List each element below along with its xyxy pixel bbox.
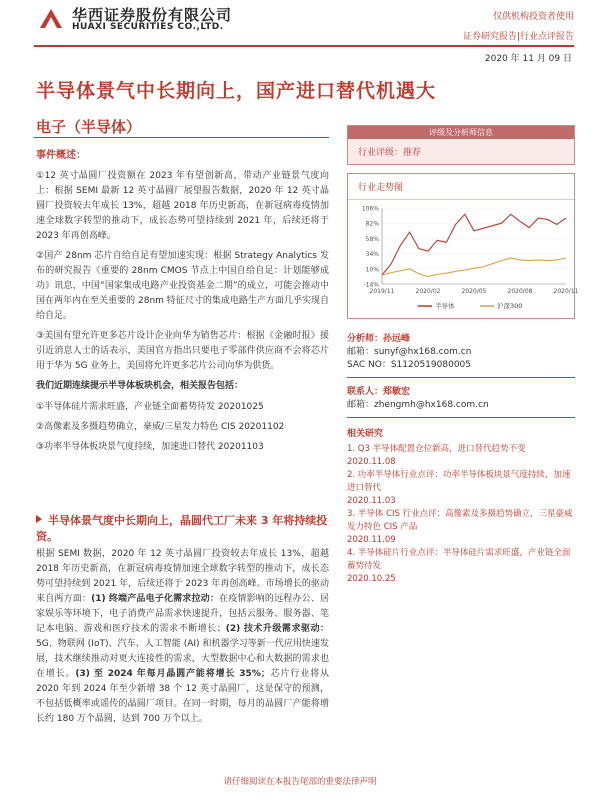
analyst-name: 分析师：孙远峰 — [347, 334, 411, 344]
trend-chart — [348, 200, 579, 318]
y-tick-label: 10% — [365, 266, 379, 274]
body-text: 根据 SEMI 数据，2020 年 12 英寸晶圆厂投资较去年成长 13%，超越 2018 年历史新高，在新冠病毒疫情加速全球数字转型的推动下，成长态势可望持续到 2021 年，后续还将于 2023 年再创高峰。 — [36, 549, 329, 589]
rating-box — [347, 125, 575, 165]
related-date: 2020.11.09 — [347, 535, 396, 545]
y-tick-label: 106% — [361, 205, 379, 213]
related-research-list — [347, 443, 575, 586]
company-name-en: HUAXI SECURITIES CO.,LTD. — [72, 22, 224, 32]
body-text: 5G、物联网 (IoT)、汽车、人工智能 (AI) 和机器学习等新一代应用快速发展，技术继续推动对更大连接性的需求，大型数据中心和大数据的需求也在增长。 — [36, 639, 329, 679]
x-tick-label: 2019/11 — [369, 288, 395, 295]
summary-label: 事件概述： — [36, 150, 86, 161]
body-highlight: (2) 技术升级需求驱动： — [225, 624, 329, 634]
summary-paragraph-1: ①12 英寸晶圆厂投资额在 2023 年有望创新高，带动产业链景气度向上：根据 SEMI 最新 12 英寸晶圆厂展望报告数据，2020 年 12 英寸晶圆厂投资较去年成长 13%，超越 2018 年历史新高，在新冠病毒疫情加速全球数字转型的推动下，成长态势可望持续到 2021 年，后续还将于 2023 年再创高峰。 — [36, 171, 329, 241]
y-tick-label: 58% — [365, 235, 379, 243]
analyst-sac: SAC NO：S1120519080005 — [347, 360, 471, 370]
y-tick-label: 82% — [365, 220, 379, 228]
related-item[interactable]: 2. 功率半导体行业点评：功率半导体板块景气度持续，加速进口替代 — [347, 470, 571, 493]
summary-paragraph-3: ③美国有望允许更多芯片设计企业向华为销售芯片：根据《金融时报》援引近消息人士的话表示，美国官方指出只要电子零部件供应商不会将芯片用于华为 5G 业务上，美国将允许更多芯片公司向华为供货。 — [36, 331, 329, 371]
header-divider — [34, 45, 574, 47]
report-type: 证券研究报告|行业点评报告 — [462, 32, 574, 42]
related-item[interactable]: 1. Q3 半导体配置仓位新高，进口替代趋势不变 — [347, 444, 526, 454]
contact-name: 联系人：郑敏宏 — [347, 387, 411, 397]
body-highlight: (1) 终端产品电子化需求拉动： — [91, 594, 220, 604]
report-date: 2020 年 11 月 09 日 — [484, 54, 572, 64]
company-name-cn: 华西证券股份有限公司 — [72, 6, 233, 24]
x-tick-label: 2020/08 — [507, 288, 533, 295]
analyst-block — [347, 333, 575, 418]
analyst-divider — [347, 377, 575, 378]
sidebar — [347, 125, 579, 586]
related-date: 2020.11.08 — [347, 457, 396, 467]
rating-header: 评级及分析师信息 — [348, 126, 574, 139]
body-text: 芯片行业将从 2020 年到 2024 年至少新增 38 个 12 英寸晶圆厂，这是保守的预测，不包括低概率或谣传的晶圆厂项目。在同一时期，每月的晶圆厂产能将增长约 180 万个晶圆，达到 700 万个以上。 — [36, 669, 329, 724]
summary-column — [36, 148, 329, 460]
recent-reports-label: 我们近期连续提示半导体板块机会，相关报告包括： — [36, 381, 244, 391]
x-tick-label: 2020/02 — [415, 288, 441, 295]
industry-rating: 行业评级：推荐 — [358, 148, 422, 158]
analyst-email: 邮箱：sunyf@hx168.com.cn — [347, 347, 472, 357]
arrow-right-icon — [36, 515, 42, 523]
trend-title: 行业走势图 — [348, 174, 574, 200]
related-item[interactable]: 4. 半导体硅片行业点评：半导体硅片需求旺盛，产业链全面蓄势待发 — [347, 548, 571, 571]
recent-report-item: ①半导体硅片需求旺盛，产业链全面蓄势待发 20201025 — [36, 402, 264, 412]
legend-label: 半导体 — [435, 302, 455, 310]
related-research-title: 相关研究 — [347, 429, 384, 439]
legal-footer: 请仔细阅读在本报告尾部的重要法律声明 — [223, 777, 377, 787]
audience-note: 仅供机构投资者使用 — [492, 12, 574, 22]
section-heading — [36, 513, 329, 545]
recent-report-item: ③功率半导体板块景气度持续，加速进口替代 20201103 — [36, 442, 264, 452]
section-heading-text: 半导体景气度中长期向上，晶圆代工厂未来 3 年将持续投资。 — [36, 514, 328, 543]
contact-email: 邮箱：zhengmh@hx168.com.cn — [347, 400, 489, 410]
section-body — [36, 547, 329, 727]
body-highlight: (3) 至 2024 年每月晶圆产能将增长 35%； — [75, 669, 270, 679]
sector-divider — [34, 137, 329, 138]
sector-label: 电子（半导体） — [36, 118, 142, 136]
contact-divider — [347, 417, 575, 418]
trend-box — [347, 173, 579, 319]
related-item[interactable]: 3. 半导体 CIS 行业点评：高像素及多摄趋势确立，三星豪威发力特色 CIS 产品 — [347, 509, 573, 532]
x-tick-label: 2020/05 — [461, 288, 487, 295]
related-date: 2020.10.25 — [347, 574, 396, 584]
huaxi-logo-icon — [36, 6, 66, 30]
recent-report-item: ②高像素及多摄趋势确立，豪威/三星发力特色 CIS 20201102 — [36, 422, 285, 432]
body-text: 市场增长的驱动来自两方面： — [36, 579, 329, 604]
series-line-2 — [382, 258, 566, 276]
body-text: 在疫情影响的远程办公、居家娱乐等环境下，电子消费产品需求快速提升，包括云服务、服务器、笔记本电脑、游戏和医疗技术的需求不断增长； — [36, 594, 329, 634]
y-tick-label: -14% — [363, 281, 379, 289]
report-title: 半导体景气中长期向上，国产进口替代机遇大 — [36, 80, 437, 102]
legend-label: 沪深300 — [497, 302, 523, 310]
related-date: 2020.11.03 — [347, 496, 396, 506]
y-tick-label: 34% — [365, 251, 379, 259]
x-tick-label: 2020/11 — [553, 288, 579, 295]
summary-paragraph-2: ②国产 28nm 芯片自给自足有望加速实现：根据 Strategy Analytics 发布的研究报告《重要的 28nm CMOS 节点上中国自给自足：计划能够成功》讯息，中国“国家集成电路产业投资基金二期”的成立，可能会推动中国在两年内在至关重要的 28nm 特征尺寸的集成电路生产方面几乎实现自给自足。 — [36, 251, 329, 321]
